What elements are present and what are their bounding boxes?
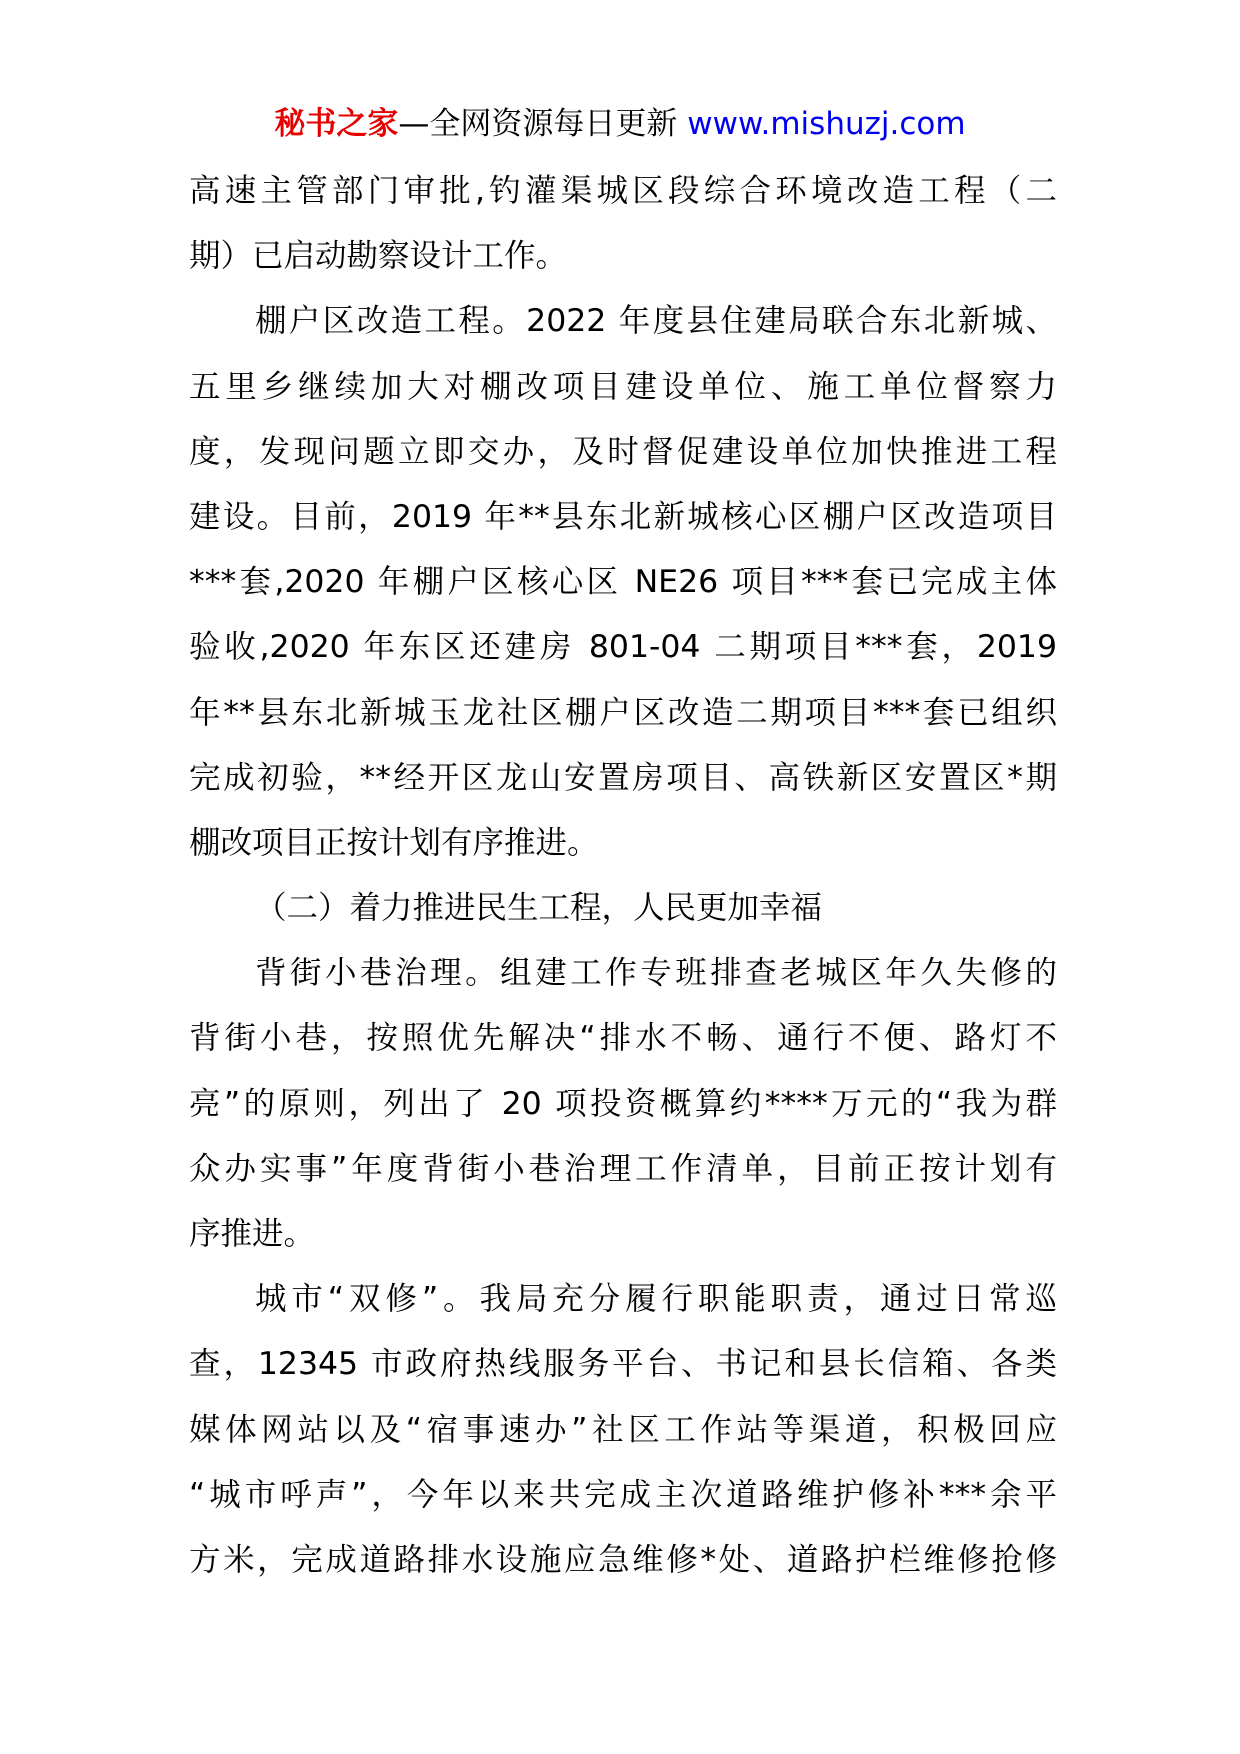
page-header <box>0 103 1240 145</box>
text-line: 序推进。 <box>189 1216 316 1252</box>
text-line: 年**县东北新城玉龙社区棚户区改造二期项目***套已组织 <box>189 694 1057 731</box>
text-line: 棚改项目正按计划有序推进。 <box>189 824 599 861</box>
text-line: 棚户区改造工程。2022 年度县住建局联合东北新城、 <box>255 303 1057 340</box>
text-line: （二）着力推进民生工程，人民更加幸福 <box>255 890 823 927</box>
text-line: 媒体网站以及“宿事速办”社区工作站等渠道，积极回应 <box>189 1411 1057 1448</box>
text-line: 建设。目前，2019 年**县东北新城核心区棚户区改造项目 <box>189 498 1057 535</box>
text-line: 方米，完成道路排水设施应急维修*处、道路护栏维修抢修 <box>189 1541 1057 1578</box>
text-line: 完成初验，**经开区龙山安置房项目、高铁新区安置区*期 <box>189 759 1057 796</box>
text-line: 验收,2020 年东区还建房 801-04 二期项目***套，2019 <box>189 629 1057 666</box>
text-line: 背街小巷，按照优先解决“排水不畅、通行不便、路灯不 <box>189 1020 1057 1057</box>
text-line: ***套,2020 年棚户区核心区 NE26 项目***套已完成主体 <box>189 564 1057 601</box>
header-tagline: —全网资源每日更新 <box>398 106 688 142</box>
text-line: 高速主管部门审批,钓灌渠城区段综合环境改造工程（二 <box>189 173 1057 209</box>
text-line: 众办实事”年度背街小巷治理工作清单，目前正按计划有 <box>189 1150 1057 1187</box>
text-line: 度，发现问题立即交办，及时督促建设单位加快推进工程 <box>189 433 1057 470</box>
text-line: “城市呼声”，今年以来共完成主次道路维护修补***余平 <box>189 1476 1057 1513</box>
text-line: 五里乡继续加大对棚改项目建设单位、施工单位督察力 <box>189 368 1057 405</box>
text-line: 查，12345 市政府热线服务平台、书记和县长信箱、各类 <box>189 1346 1057 1383</box>
text-line: 城市“双修”。我局充分履行职能职责，通过日常巡 <box>255 1281 1057 1318</box>
text-line: 期）已启动勘察设计工作。 <box>189 238 568 275</box>
website-link[interactable]: www.mishuzj.com <box>687 106 966 142</box>
brand-name: 秘书之家 <box>274 106 399 142</box>
document-body <box>189 166 1057 1600</box>
text-line: 背街小巷治理。组建工作专班排查老城区年久失修的 <box>255 955 1057 992</box>
text-line: 亮”的原则，列出了 20 项投资概算约****万元的“我为群 <box>189 1085 1057 1122</box>
